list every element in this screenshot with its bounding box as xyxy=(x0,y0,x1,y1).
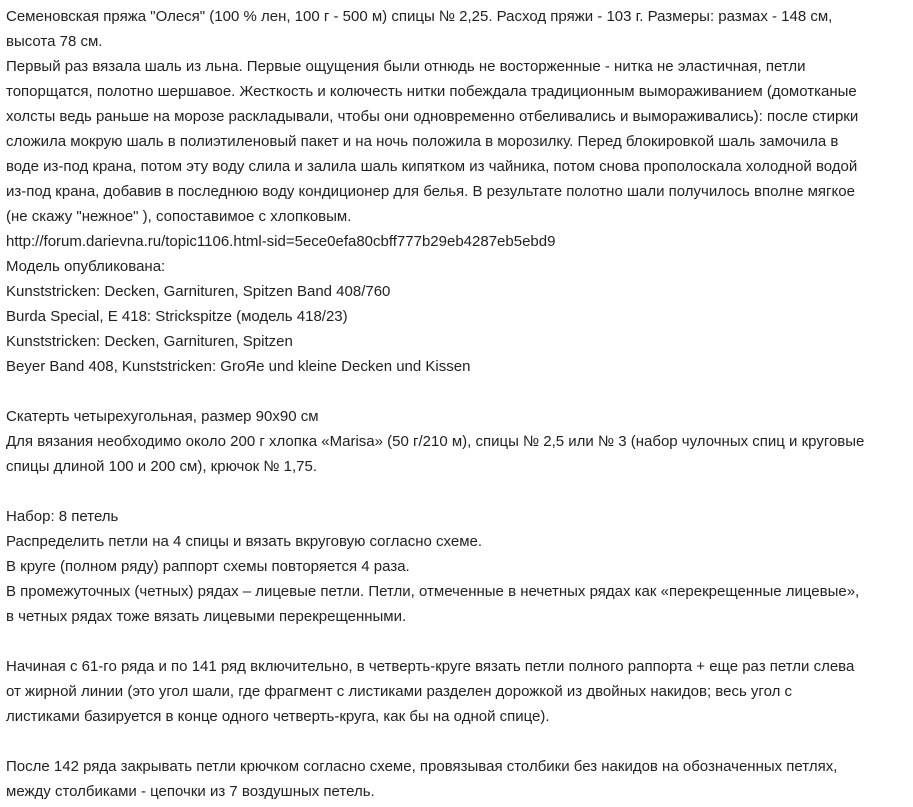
text-line: Набор: 8 петель xyxy=(6,508,119,525)
text-line: Семеновская пряжа "Олеся" (100 % лен, 100 г - 500 м) спицы № 2,25. Расход пряжи - 103 г. Размеры: размах - 148 см, xyxy=(6,8,833,25)
text-line: между столбиками - цепочки из 7 воздушных петель. xyxy=(6,783,375,800)
text-line: Первый раз вязала шаль из льна. Первые ощущения были отнюдь не восторженные - нитка не эластичная, петли xyxy=(6,58,806,75)
text-line: После 142 ряда закрывать петли крючком согласно схеме, провязывая столбики без накидов на обозначенных петлях, xyxy=(6,758,838,775)
text-line: в четных рядах тоже вязать лицевыми перекрещенными. xyxy=(6,608,407,625)
text-line: (не скажу "нежное" ), сопоставимое с хлопковым. xyxy=(6,208,352,225)
text-line: Для вязания необходимо около 200 г хлопка «Marisa» (50 г/210 м), спицы № 2,5 или № 3 (набор чулочных спиц и круговые xyxy=(6,433,865,450)
blank-line xyxy=(6,629,906,654)
source-url: http://forum.darievna.ru/topic1106.html-sid=5ece0efa80cbff777b29eb4287eb5ebd9 xyxy=(6,233,556,250)
text-line: В промежуточных (четных) рядах – лицевые петли. Петли, отмеченные в нечетных рядах как «перекрещенные лицевые», xyxy=(6,583,860,600)
text-line: высота 78 см. xyxy=(6,33,103,50)
text-line: сложила мокрую шаль в полиэтиленовый пакет и на ночь положила в морозилку. Перед блокировкой шаль замочила в xyxy=(6,133,839,150)
text-line: Начиная с 61-го ряда и по 141 ряд включительно, в четверть-круге вязать петли полного раппорта + еще раз петли слева xyxy=(6,658,855,675)
text-line: холсты ведь раньше на морозе раскладывали, чтобы они одновременно отбеливались и вымораживались): после стирки xyxy=(6,108,859,125)
text-line: из-под крана, добавив в последнюю воду кондиционер для белья. В результате полотно шали получилось вполне мягкое xyxy=(6,183,855,200)
blank-line xyxy=(6,729,906,754)
publication-item: Beyer Band 408, Kunststricken: GroЯe und kleine Decken und Kissen xyxy=(6,358,471,375)
text-line: Скатерть четырехугольная, размер 90х90 см xyxy=(6,408,319,425)
blank-line xyxy=(6,379,906,404)
document-body xyxy=(6,4,906,804)
publication-item: Kunststricken: Decken, Garnituren, Spitzen xyxy=(6,333,293,350)
publication-item: Kunststricken: Decken, Garnituren, Spitzen Band 408/760 xyxy=(6,283,391,300)
blank-line xyxy=(6,479,906,504)
text-line: спицы длиной 100 и 200 см), крючок № 1,75. xyxy=(6,458,318,475)
publication-item: Burda Special, E 418: Strickspitze (модель 418/23) xyxy=(6,308,348,325)
text-line: листиками базируется в конце одного четверть-круга, как бы на одной спице). xyxy=(6,708,550,725)
text-line: от жирной линии (это угол шали, где фрагмент с листиками разделен дорожкой из двойных накидов; весь угол с xyxy=(6,683,793,700)
text-line: топорщатся, полотно шершавое. Жесткость и колючесть нитки побеждала традиционным вымораживанием (домотканые xyxy=(6,83,857,100)
text-line: Модель опубликована: xyxy=(6,258,166,275)
text-line: воде из-под крана, потом эту воду слила и залила шаль кипятком из чайника, потом снова прополоскала холодной водой xyxy=(6,158,858,175)
text-line: Распределить петли на 4 спицы и вязать вкруговую согласно схеме. xyxy=(6,533,483,550)
text-line: В круге (полном ряду) раппорт схемы повторяется 4 раза. xyxy=(6,558,410,575)
